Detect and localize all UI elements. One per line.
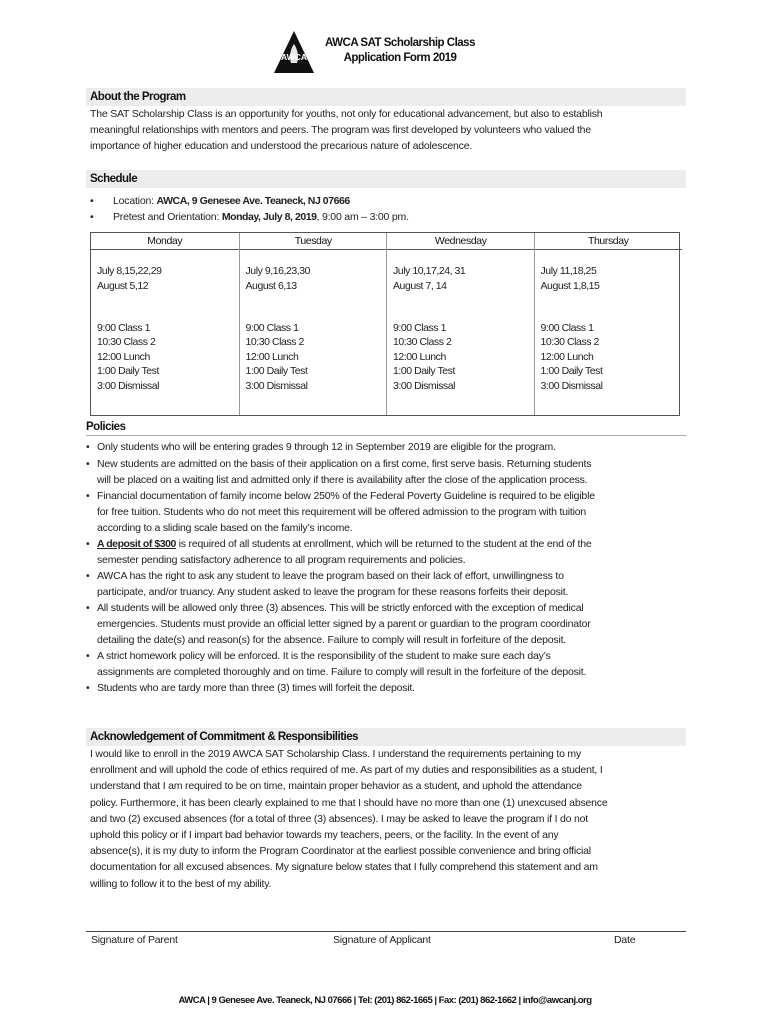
policy-line: emergencies. Students must provide an official letter signed by a parent or guardian to the program coordinator <box>97 618 591 631</box>
dates-line: August 1,8,15 <box>540 280 600 292</box>
policy-line: will be placed on a waiting list and admitted only if there is availability after the close of the application process. <box>97 474 588 487</box>
time-slot: 12:00 Lunch <box>540 350 594 363</box>
policy-line: AWCA has the right to ask any student to leave the program based on their lack of effort, unwillingness to <box>97 570 564 582</box>
bullet-icon: • <box>86 441 90 453</box>
time-slot: 9:00 Class 1 <box>393 322 446 334</box>
time-slot: 1:00 Daily Test <box>540 365 603 378</box>
about-paragraph <box>90 106 686 155</box>
bullet-icon: • <box>86 490 90 502</box>
day-header: Monday <box>91 233 239 250</box>
dates-line: July 11,18,25 <box>540 265 597 277</box>
policies-heading: Policies <box>86 421 126 433</box>
signature-parent-label: Signature of Parent <box>91 934 178 946</box>
policies-divider <box>86 435 686 436</box>
signature-date-label: Date <box>614 934 636 946</box>
bullet-icon: • <box>86 650 90 662</box>
location-label: Location: <box>113 195 157 207</box>
time-slot: 3:00 Dismissal <box>540 379 603 392</box>
time-slot: 12:00 Lunch <box>245 350 299 363</box>
time-slot: 12:00 Lunch <box>393 350 446 363</box>
policy-line: participate, and/or truancy. Any student asked to leave the program for these reasons forfeits their deposit. <box>97 586 569 599</box>
bullet-icon: • <box>86 538 90 550</box>
deposit-amount: A deposit of $300 <box>97 538 176 550</box>
time-slot: 1:00 Daily Test <box>97 365 159 378</box>
time-slot: 1:00 Daily Test <box>393 365 455 378</box>
ack-line: absence(s), it is my duty to inform the Program Coordinator at the earliest possible convenience and bring official <box>90 845 591 858</box>
about-heading: About the Program <box>86 88 686 106</box>
day-times <box>97 321 159 393</box>
about-line: meaningful relationships with mentors and peers. The program was first developed by volunteers who valued the <box>90 124 591 137</box>
day-times <box>541 321 603 393</box>
day-times <box>393 321 455 393</box>
bullet-icon: • <box>86 458 90 470</box>
time-slot: 10:30 Class 2 <box>393 336 452 349</box>
dates-line: August 5,12 <box>97 280 149 292</box>
ack-line: willing to follow it to the best of my ability. <box>90 877 272 890</box>
bullet-icon: • <box>86 682 90 694</box>
policy-line: assignments are completed thoroughly and on time. Failure to comply will result in the forfeiture of the deposit. <box>97 666 587 679</box>
time-slot: 1:00 Daily Test <box>245 365 308 378</box>
policy-line: Students who are tardy more than three (3) times will forfeit the deposit. <box>97 682 415 694</box>
ack-line: uphold this policy or if I impart bad behavior towards my teachers, peers, or the facility. In the event of any <box>90 829 559 842</box>
policy-line: Only students who will be entering grades 9 through 12 in September 2019 are eligible for the program. <box>97 441 556 453</box>
pretest-date: Monday, July 8, 2019 <box>221 211 317 223</box>
bullet-icon: • <box>90 211 94 223</box>
dates-line: July 9,16,23,30 <box>245 265 310 277</box>
schedule-table <box>90 232 680 416</box>
signature-line[interactable] <box>86 931 686 932</box>
time-slot: 3:00 Dismissal <box>97 379 159 392</box>
bullet-icon: • <box>86 602 90 614</box>
form-title-line2: Application Form 2019 <box>343 52 457 64</box>
dates-line: August 6,13 <box>245 280 297 292</box>
policy-line: is required of all students at enrollment, which will be returned to the student at the end of the <box>175 538 592 550</box>
time-slot: 10:30 Class 2 <box>97 336 156 349</box>
ack-line: understand that I am required to be on time, maintain proper behavior as a student, and uphold the attendance <box>90 780 582 793</box>
policy-line: A strict homework policy will be enforced. It is the responsibility of the student to make sure each day’s <box>97 650 551 662</box>
policy-line: All students will be allowed only three (3) absences. This will be strictly enforced with the exception of medical <box>97 602 584 614</box>
day-header: Wednesday <box>387 233 535 250</box>
policy-line: according to a sliding scale based on the family’s income. <box>97 522 353 535</box>
day-dates <box>246 264 310 294</box>
schedule-column-thursday <box>534 233 683 415</box>
time-slot: 9:00 Class 1 <box>97 322 150 334</box>
dates-line: August 7, 14 <box>393 280 447 292</box>
time-slot: 9:00 Class 1 <box>245 322 299 334</box>
day-dates <box>541 264 600 294</box>
time-slot: 10:30 Class 2 <box>245 336 304 349</box>
ack-line: enrollment and will uphold the code of ethics required of me. As part of my duties and responsibilities as a student, I <box>90 764 603 777</box>
schedule-column-tuesday <box>239 233 388 415</box>
day-times <box>246 321 308 393</box>
schedule-column-wednesday <box>386 233 535 415</box>
ack-line: documentation for all excused absences. My signature below states that I fully comprehend this statement and am <box>90 861 598 874</box>
schedule-column-monday <box>91 233 239 415</box>
policy-line: for free tuition. Students who do not meet this requirement will be offered admission to the program with tuition <box>97 506 587 519</box>
day-header: Thursday <box>535 233 683 250</box>
form-title-line1: AWCA SAT Scholarship Class <box>325 37 475 49</box>
policy-line: New students are admitted on the basis of their application on a first come, first serve basis. Returning students <box>97 458 592 470</box>
day-dates <box>97 264 161 294</box>
ack-line: policy. Furthermore, it has been clearly explained to me that I should have no more than one (1) unexcused absence <box>90 796 608 809</box>
footer-contact: AWCA | 9 Genesee Ave. Teaneck, NJ 07666 | Tel: (201) 862-1665 | Fax: (201) 862-1662 | info@awcanj.org <box>178 995 592 1006</box>
dates-line: July 10,17,24, 31 <box>393 265 466 277</box>
ack-line: and two (2) excused absences (for a total of three (3) absences). I may be asked to leave the program if I do not <box>90 812 589 825</box>
policy-line: detailing the date(s) and reason(s) for the absence. Failure to comply will result in forfeiture of the deposit. <box>97 634 567 647</box>
day-header: Tuesday <box>240 233 388 250</box>
ack-line: I would like to enroll in the 2019 AWCA SAT Scholarship Class. I understand the requirements pertaining to my <box>90 748 582 760</box>
time-slot: 3:00 Dismissal <box>393 379 455 392</box>
acknowledgement-paragraph <box>90 746 686 892</box>
time-slot: 3:00 Dismissal <box>245 379 308 392</box>
time-slot: 9:00 Class 1 <box>540 322 594 334</box>
bullet-icon: • <box>90 195 94 207</box>
about-line: The SAT Scholarship Class is an opportunity for youths, not only for educational advancement, but also to establish <box>90 108 603 120</box>
time-slot: 10:30 Class 2 <box>540 336 599 349</box>
pretest-label: Pretest and Orientation: <box>113 211 222 223</box>
day-dates <box>393 264 465 294</box>
policy-line: Financial documentation of family income below 250% of the Federal Poverty Guideline is required to be eligible <box>97 490 595 502</box>
schedule-heading: Schedule <box>86 170 686 188</box>
about-line: importance of higher education and understood the precarious nature of adolescence. <box>90 140 473 153</box>
dates-line: July 8,15,22,29 <box>97 265 162 277</box>
signature-applicant-label: Signature of Applicant <box>333 934 431 946</box>
bullet-icon: • <box>86 570 90 582</box>
location-value: AWCA, 9 Genesee Ave. Teaneck, NJ 07666 <box>156 195 350 207</box>
time-slot: 12:00 Lunch <box>97 350 150 363</box>
pretest-time: , 9:00 am – 3:00 pm. <box>316 211 409 223</box>
acknowledgement-heading: Acknowledgement of Commitment & Responsibilities <box>86 728 686 746</box>
logo-text: AWCA <box>281 52 307 62</box>
policy-line: semester pending satisfactory adherence to all program requirements and policies. <box>97 554 466 567</box>
